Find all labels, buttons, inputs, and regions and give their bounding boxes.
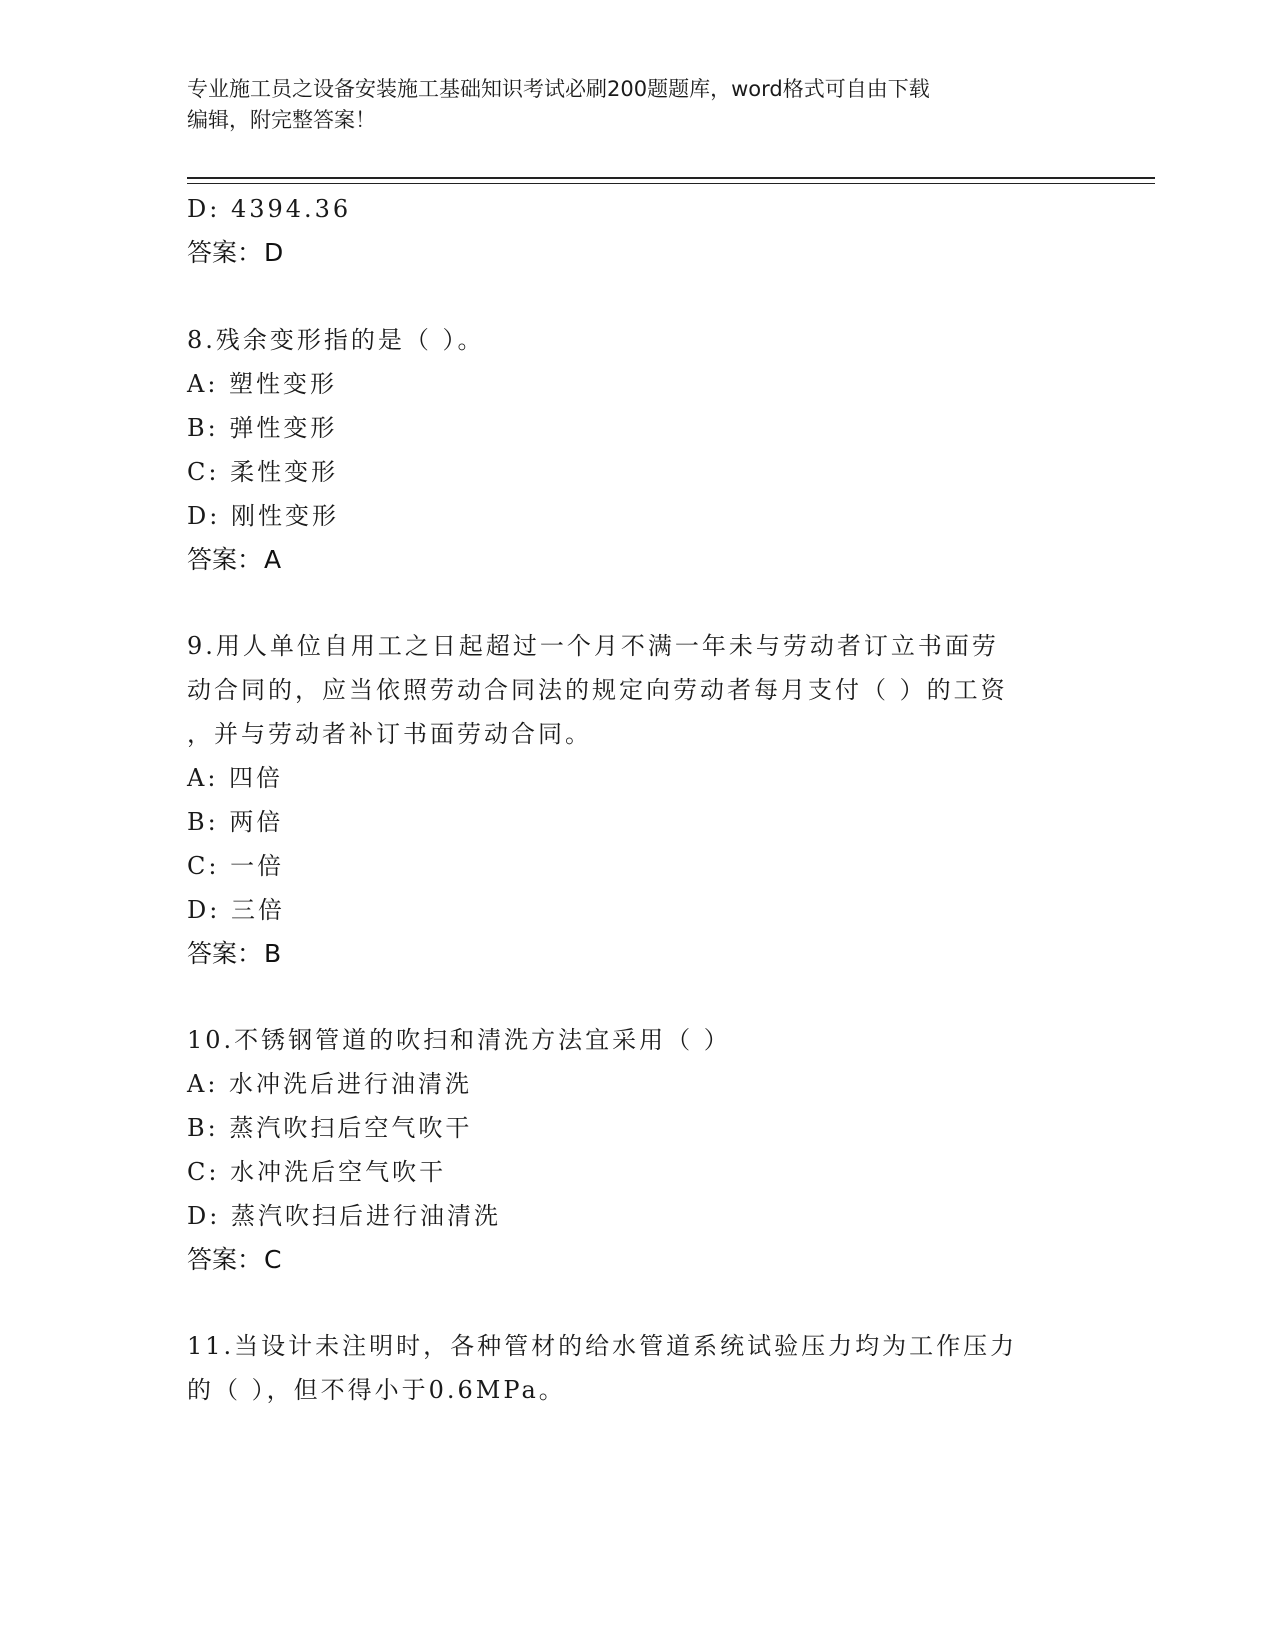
q11-question-line1: 11.当设计未注明时，各种管材的给水管道系统试验压力均为工作压力 xyxy=(187,1332,1018,1360)
q9-answer xyxy=(187,939,281,969)
q8-option-b: B: 弹性变形 xyxy=(187,414,338,442)
q8-answer xyxy=(187,545,281,575)
q7-answer xyxy=(187,238,283,268)
q11-question-line2: 的（ ），但不得小于0.6MPa。 xyxy=(187,1376,566,1404)
q10-option-a: A: 水冲洗后进行油清洗 xyxy=(187,1070,473,1098)
q8-option-a: A: 塑性变形 xyxy=(187,370,338,398)
q7-option-d: D: 4394.36 xyxy=(187,195,352,223)
answer-label: 答案： xyxy=(187,939,263,968)
answer-label: 答案： xyxy=(187,1245,263,1274)
answer-label: 答案： xyxy=(187,545,263,574)
document-header xyxy=(187,74,1067,136)
q9-option-c: C: 一倍 xyxy=(187,852,285,880)
q10-question: 10.不锈钢管道的吹扫和清洗方法宜采用（ ） xyxy=(187,1026,731,1054)
q9-option-b: B: 两倍 xyxy=(187,808,284,836)
q9-question-line3: ，并与劳动者补订书面劳动合同。 xyxy=(187,720,592,748)
q10-option-b: B: 蒸汽吹扫后空气吹干 xyxy=(187,1114,473,1142)
answer-value: C xyxy=(264,1245,282,1274)
q10-option-c: C: 水冲洗后空气吹干 xyxy=(187,1158,447,1186)
header-divider-thin xyxy=(187,183,1155,184)
q9-option-d: D: 三倍 xyxy=(187,896,285,924)
q8-option-c: C: 柔性变形 xyxy=(187,458,339,486)
answer-value: B xyxy=(264,939,282,968)
q10-option-d: D: 蒸汽吹扫后进行油清洗 xyxy=(187,1202,501,1230)
answer-label: 答案： xyxy=(187,238,263,267)
q9-question-line1: 9.用人单位自用工之日起超过一个月不满一年未与劳动者订立书面劳 xyxy=(187,632,999,660)
q8-question: 8.残余变形指的是（ ）。 xyxy=(187,326,485,354)
answer-value: A xyxy=(264,545,282,574)
q9-option-a: A: 四倍 xyxy=(187,764,284,792)
header-divider-thick xyxy=(187,177,1155,179)
header-title-line2: 编辑，附完整答案！ xyxy=(187,108,376,132)
q9-question-line2: 动合同的，应当依照劳动合同法的规定向劳动者每月支付（ ）的工资 xyxy=(187,676,1008,704)
header-title-line1: 专业施工员之设备安装施工基础知识考试必刷200题题库，word格式可自由下载 xyxy=(187,77,930,101)
answer-value: D xyxy=(264,238,284,267)
q8-option-d: D: 刚性变形 xyxy=(187,502,339,530)
q10-answer xyxy=(187,1245,281,1275)
